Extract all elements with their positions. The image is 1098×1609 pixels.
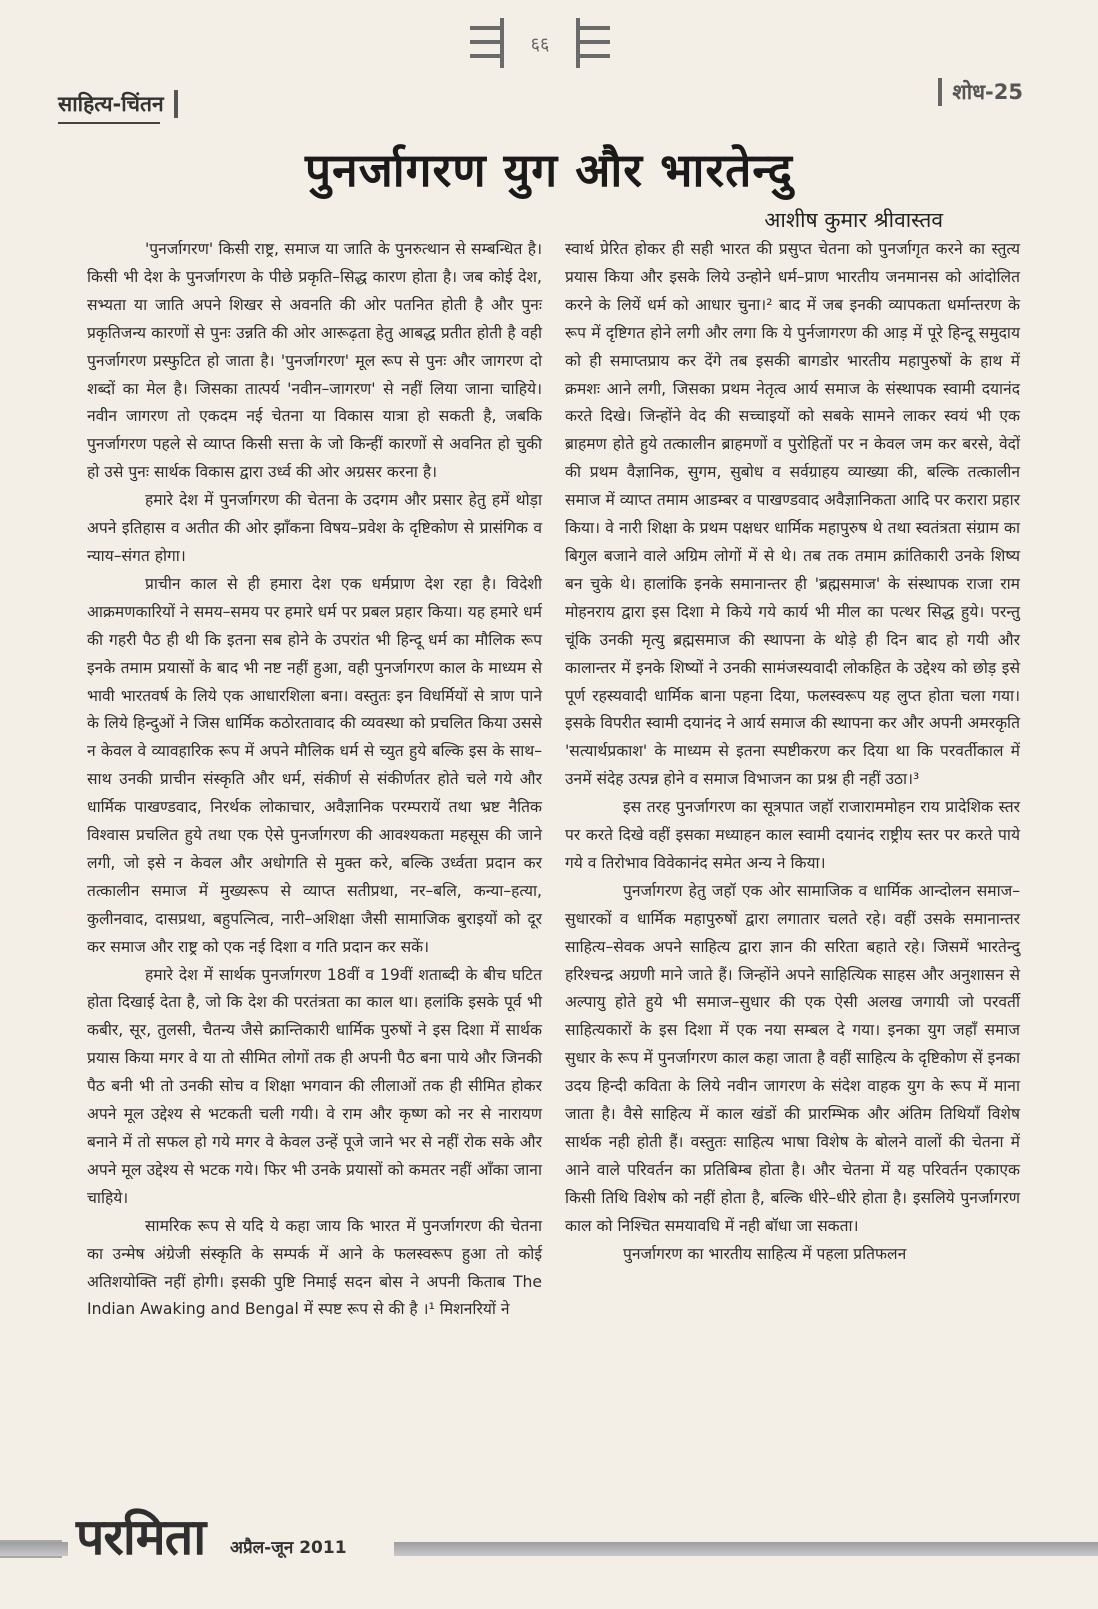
magazine-logo: परमिता bbox=[76, 1508, 206, 1566]
paragraph: हमारे देश में पुनर्जागरण की चेतना के उदगम और प्रसार हेतु हमें थोड़ा अपने इतिहास व अतीत की ओर झाँकना विषय–प्रवेश के दृष्टिकोण से प्रासंगिक व न्याय–संगत होगा। bbox=[87, 491, 542, 565]
page-number: ६६ bbox=[530, 34, 550, 55]
paragraph: 'पुनर्जागरण' किसी राष्ट्र, समाज या जाति के पुनरुत्थान से सम्बन्धित है। किसी भी देश के पुनर्जागरण के पीछे प्रकृति–सिद्ध कारण होता है। जब कोई देश, सभ्यता या जाति अपने शिखर से अवनति की ओर पतनित होती है और पुनः प्रकृतिजन्य कारणों से पुनः उन्नति की ओर आरूढ़ता हेतु आबद्ध प्रतीत होती है वही पुनर्जागरण प्रस्फुटित हो जाता है। 'पुनर्जागरण' मूल रूप से पुनः और जागरण दो शब्दों का मेल है। जिसका तात्पर्य 'नवीन–जागरण' से नहीं लिया जाना चाहिये। नवीन जागरण तो एकदम नई चेतना या विकास यात्रा हो सकती है, जबकि पुनर्जागरण पहले से व्याप्त किसी सत्ता के जो किन्हीं कारणों से अवनित हो चुकी हो उसे पुनः सार्थक विकास द्वारा उर्ध्व की ओर अग्रसर करना है। bbox=[87, 240, 542, 482]
page-number-ornament bbox=[470, 18, 610, 68]
article-author: आशीष कुमार श्रीवास्तव bbox=[764, 208, 943, 232]
ornament-left bbox=[470, 18, 504, 68]
ornament-right bbox=[576, 18, 610, 68]
paragraph: पुनर्जागरण का भारतीय साहित्य में पहला प्रतिफलन bbox=[623, 1244, 907, 1263]
section-label: साहित्य-चिंतन bbox=[58, 90, 178, 118]
article-title: पुनर्जागरण युग और भारतेन्दु bbox=[304, 143, 794, 197]
paragraph: सामरिक रूप से यदि ये कहा जाय कि भारत में पुनर्जागरण की चेतना का उन्मेष अंग्रेजी संस्कृति के सम्पर्क में आने के फलस्वरूप हुआ तो कोई अतिशयोक्ति नहीं होगी। इसकी पुष्टि निमाई सदन बोस ने अपनी किताब The Indian Awaking and Bengal में स्पष्ट रूप से की है ।¹ मिशनरियों ने bbox=[87, 1216, 542, 1319]
paragraph: पुनर्जागरण हेतु जहॉ एक ओर सामाजिक व धार्मिक आन्दोलन समाज–सुधारकों व धार्मिक महापुरुषों द्वारा लगातार चलते रहे। वहीं उसके समानान्तर साहित्य–सेवक अपने साहित्य द्वारा ज्ञान की सरिता बहाते रहे। जिसमें भारतेन्दु हरिश्चन्द्र अग्रणी माने जाते हैं। जिन्होंने अपने साहित्यिक साहस और अनुशासन से अल्पायु होते हुये भी समाज–सुधार की एक ऐसी अलख जगायी जो परवर्ती साहित्यकारों के इस दिशा में एक नया सम्बल दे गया। इनका युग जहॉं समाज सुधार के रूप में पुनर्जागरण काल कहा जाता है वहीं साहित्य के दृष्टिकोण सें इनका उदय हिन्दी कविता के लिये नवीन जागरण के संदेश वाहक युग के रूप में माना जाता है। वैसे साहित्य में काल खंडों की प्रारम्भिक और अंतिम तिथियाँ विशेष सार्थक नही होती हैं। वस्तुतः साहित्य भाषा विशेष के बोलने वालों की चेतना में आने वाले परिवर्तन का प्रतिबिम्ब होता है। और चेतना में यह परिवर्तन एकाएक किसी तिथि विशेष को नहीं होता है, बल्कि धीरे–धीरे होता है। इसलिये पुनर्जागरण काल को निश्चित समयावधि में नही बॉधा जा सकता। bbox=[565, 881, 1020, 1235]
paragraph: प्राचीन काल से ही हमारा देश एक धर्मप्राण देश रहा है। विदेशी आक्रमणकारियों ने समय–समय पर हमारे धर्म पर प्रबल प्रहार किया। यह हमारे धर्म की गहरी पैठ ही थी कि इतना सब होने के उपरांत भी हिन्दू धर्म का मौलिक रूप इनके तमाम प्रयासों के बाद भी नष्ट नहीं हुआ, वही पुनर्जागरण काल के माध्यम से भावी भारतवर्ष के लिये एक आधारशिला बना। वस्तुतः इन विधर्मियों से त्राण पाने के लिये हिन्दुओं ने जिस धार्मिक कठोरतावाद की व्यवस्था को प्रचलित किया उससे न केवल वे व्यावहारिक रूप में अपने मौलिक धर्म से च्युत हुये बल्कि इस के साथ–साथ उनकी प्राचीन संस्कृति और धर्म, संकीर्ण से संकीर्णतर होते चले गये और धार्मिक पाखण्डवाद, निरर्थक लोकाचार, अवैज्ञानिक परम्परायें तथा भ्रष्ट नैतिक विश्वास प्रचलित हुये तथा एक ऐसे पुनर्जागरण की आवश्यकता महसूस की जाने लगी, जो इसे न केवल और अधोगति से मुक्त करे, बल्कि उर्ध्वता प्रदान कर तत्कालीन समाज में मुख्यरूप से व्याप्त सतीप्रथा, नर–बलि, कन्या–हत्या, कुलीनवाद, दासप्रथा, बहुपत्नित्व, नारी–अशिक्षा जैसी सामाजिक बुराइयों को दूर कर समाज और राष्ट्र को एक नई दिशा व गति प्रदान कर सकें। bbox=[87, 574, 542, 956]
left-column bbox=[87, 236, 542, 1324]
issue-label: शोध-25 bbox=[938, 78, 1023, 106]
paragraph: इस तरह पुनर्जागरण का सूत्रपात जहॉ राजाराममोहन राय प्रादेशिक स्तर पर करते दिखे वहीं इसका मध्याहन काल स्वामी दयानंद राष्ट्रीय स्तर पर करते पाये गये व तिरोभाव विवेकानंद समेत अन्य ने किया। bbox=[565, 798, 1020, 872]
paragraph: स्वार्थ प्रेरित होकर ही सही भारत की प्रसुप्त चेतना को पुनर्जागृत करने का स्तुत्य प्रयास किया और इसके लिये उन्होने धर्म–प्राण भारतीय जनमानस को आंदोलित करने के लियें धर्म को आधार चुना।² बाद में जब इनकी व्यापकता धर्मान्तरण के रूप में दृष्टिगत होने लगी और लगा कि ये पुर्नजागरण की आड़ में पूरे हिन्दू समुदाय को ही समाप्तप्राय कर देंगे तब इसकी बागडोर भारतीय महापुरुषों के हाथ में क्रमशः आने लगी, जिसका प्रथम नेतृत्व आर्य समाज के संस्थापक स्वामी दयानंद करते दिखे। जिन्होंने वेद की सच्चाइयों को सबके सामने लाकर स्वयं भी एक ब्राहमण होते हुये तत्कालीन ब्राहमणों व पुरोहितों पर न केवल जम कर बरसे, वेदों की प्रथम वैज्ञानिक, सुगम, सुबोध व सर्वग्राहय व्याख्या की, बल्कि तत्कालीन समाज में व्याप्त तमाम आडम्बर व पाखण्डवाद अवैज्ञानिकता आदि पर करारा प्रहार किया। वे नारी शिक्षा के प्रथम पक्षधर धार्मिक महापुरुष थे तथा स्वतंत्रता संग्राम का बिगुल बजाने वाले अग्रिम लोगों में से थे। तब तक तमाम क्रांतिकारी उनके शिष्य बन चुके थे। हालांकि इनके समानान्तर ही 'ब्रह्मसमाज' के संस्थापक राजा राम मोहनराय द्वारा इस दिशा मे किये गये कार्य भी मील का पत्थर सिद्ध हुये। परन्तु चूंकि उनकी मृत्यु ब्रह्मसमाज की स्थापना के थोड़े ही दिन बाद हो गयी और कालान्तर में इनके शिष्यों ने उनकी सामंजस्यवादी लोकहित के उद्देश्य को छोड़ इसे पूर्ण रहस्यवादी धार्मिक बाना पहना दिया, फलस्वरूप यह लुप्त होता चला गया। इसके विपरीत स्वामी दयानंद ने आर्य समाज की स्थापना कर और अपनी अमरकृति 'सत्यार्थप्रकाश' के माध्यम से इतना स्पष्टीकरण कर दिया था कि परवर्तीकाल में उनमें संदेह उत्पन्न होने व समाज विभाजन का प्रश्न ही नहीं उठा।³ bbox=[565, 240, 1020, 789]
right-column bbox=[565, 236, 1020, 1269]
issue-date: अप्रैल-जून 2011 bbox=[230, 1538, 347, 1558]
paragraph: हमारे देश में सार्थक पुनर्जागरण 18वीं व 19वीं शताब्दी के बीच घटित होता दिखाई देता है, जो कि देश की परतंत्रता का काल था। हलांकि इसके पूर्व भी कबीर, सूर, तुलसी, चैतन्य जैसे क्रान्तिकारी धार्मिक पुरुषों ने इस दिशा में सार्थक प्रयास किया मगर वे या तो सीमित लोगों तक ही अपनी पैठ बना पाये और जिनकी पैठ बनी भी तो उनकी सोच व शिक्षा भगवान की लीलाओं तक ही सीमित होकर अपने मूल उद्देश्य से भटकती चली गयी। वे राम और कृष्ण को नर से नारायण बनाने में तो सफल हो गये मगर वे केवल उन्हें पूजे जाने भर से नहीं रोक सके और अपने मूल उद्देश्य से भटक गये। फिर भी उनके प्रयासों को कमतर नहीं आँका जाना चाहिये। bbox=[87, 965, 542, 1207]
